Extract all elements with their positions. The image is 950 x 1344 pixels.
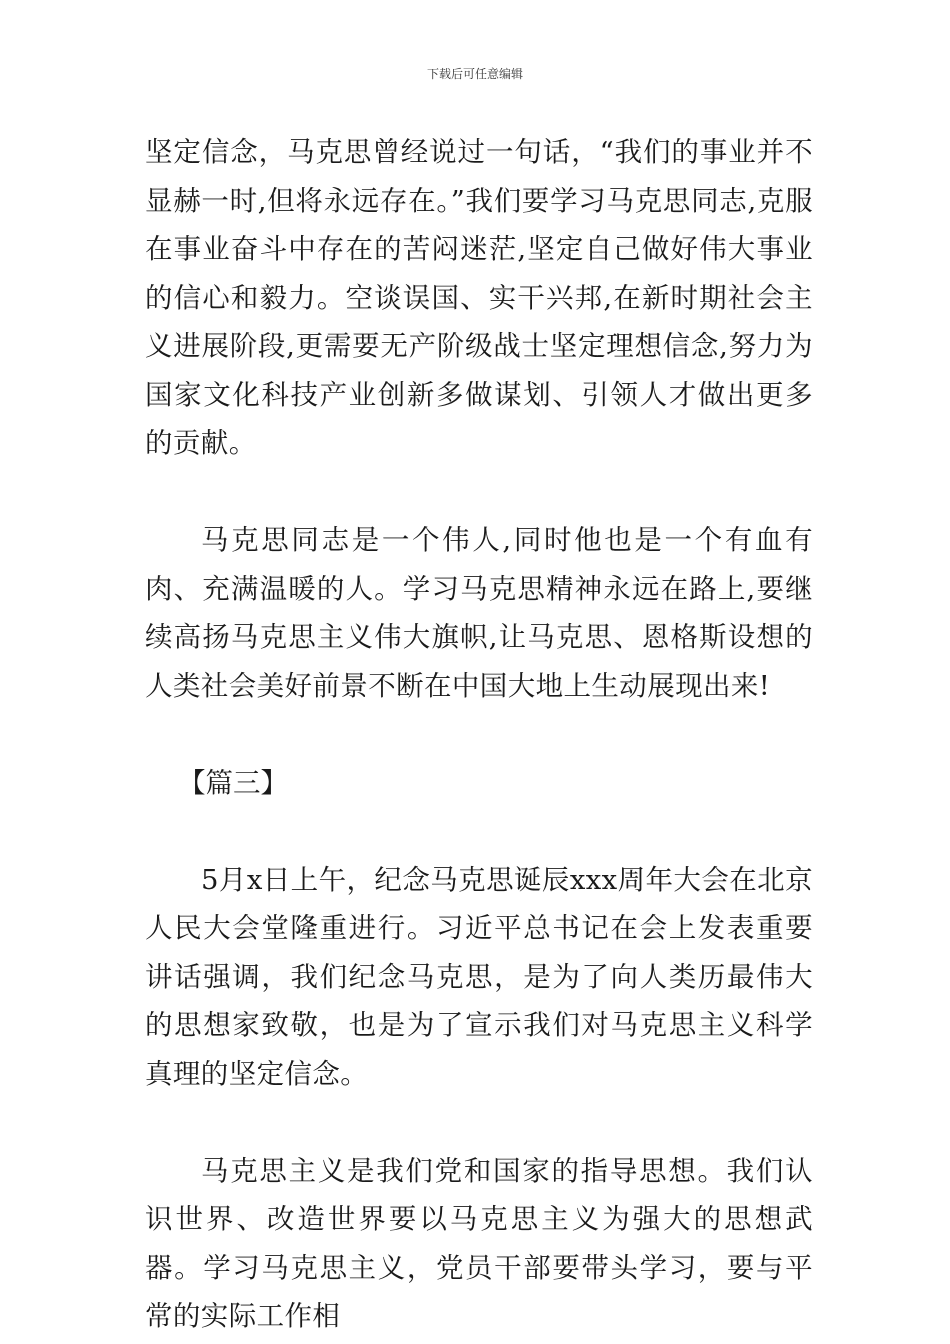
document-body — [145, 128, 813, 1341]
section-heading: 【篇三】 — [178, 766, 288, 799]
page-header: 下载后可任意编辑 — [426, 67, 523, 81]
paragraph-1: 坚定信念，马克思曾经说过一句话，“我们的事业并不显赫一时,但将永远存在。”我们要学习马克思同志,克服在事业奋斗中存在的苦闷迷茫,坚定自己做好伟大事业的信心和毅力。空谈误国、实干兴邦,在新时期社会主义进展阶段,更需要无产阶级战士坚定理想信念,努力为国家文化科技产业创新多做谋划、引领人才做出更多的贡献。 — [145, 136, 813, 459]
paragraph-4: 马克思主义是我们党和国家的指导思想。我们认识世界、改造世界要以马克思主义为强大的思想武器。学习马克思主义，党员干部要带头学习，要与平常的实际工作相 — [145, 1154, 813, 1332]
paragraph-spacer — [145, 1098, 813, 1147]
paragraph-spacer — [145, 468, 813, 517]
paragraph-2: 马克思同志是一个伟人,同时他也是一个有血有肉、充满温暖的人。学习马克思精神永远在路上,要继续高扬马克思主义伟大旗帜,让马克思、恩格斯设想的人类社会美好前景不断在中国大地上生动展现出来! — [145, 524, 813, 702]
paragraph-spacer — [145, 807, 813, 856]
paragraph-spacer — [145, 710, 813, 759]
paragraph-3: 5月x日上午，纪念马克思诞辰xxx周年大会在北京人民大会堂隆重进行。习近平总书记在会上发表重要讲话强调，我们纪念马克思，是为了向人类历最伟大的思想家致敬，也是为了宣示我们对马克思主义科学真理的坚定信念。 — [145, 863, 813, 1090]
